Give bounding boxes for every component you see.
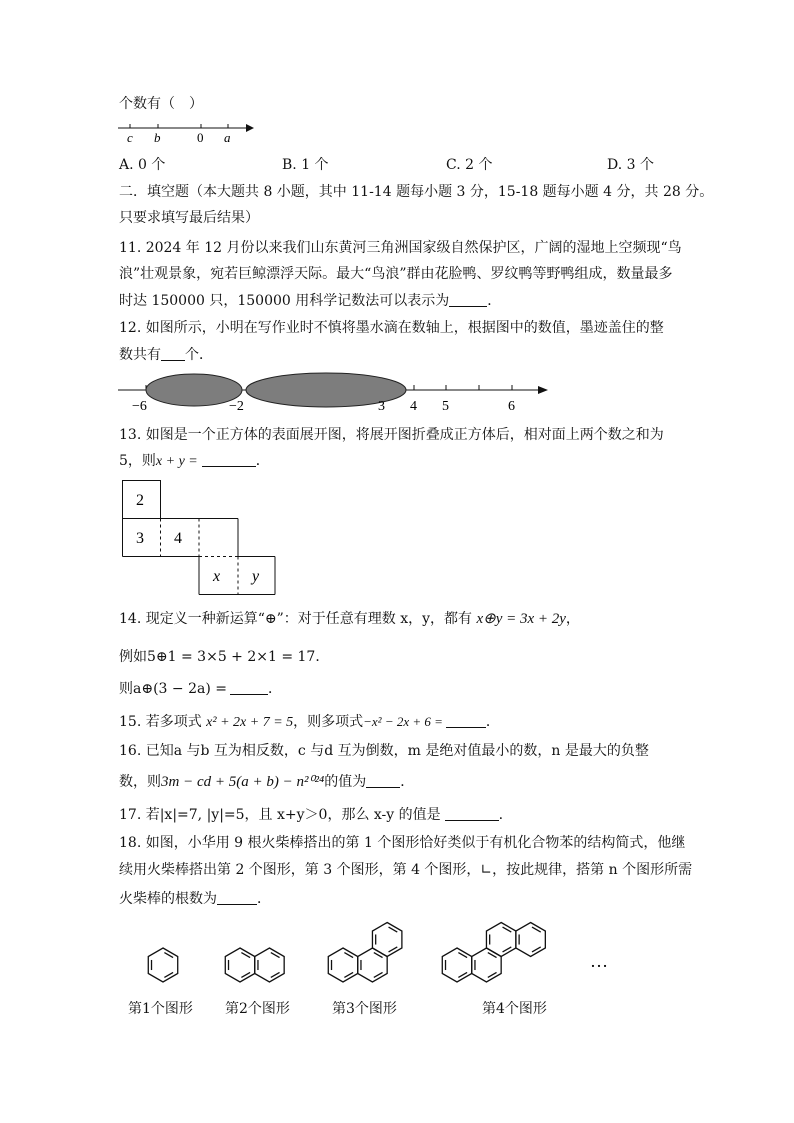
q15-answer-blank[interactable] bbox=[446, 713, 486, 728]
q18-line1: 18. 如图，小华用 9 根火柴棒搭出的第 1 个图形恰好类似于有机化合物苯的结构简式，他继 bbox=[119, 835, 686, 851]
q18-line3: 火柴棒的根数为 ． bbox=[119, 891, 271, 907]
q18-ellipsis: … bbox=[590, 951, 608, 971]
q12-line1: 12. 如图所示，小明在写作业时不慎将墨水滴在数轴上，根据图中的数值，墨迹盖住的整 bbox=[119, 320, 664, 336]
q18-fig4-ring-3 bbox=[486, 923, 515, 957]
q13-cell-y: y bbox=[252, 568, 260, 585]
q11-line1: 11. 2024 年 12 月份以来我们山东黄河三角洲国家级自然保护区，广阔的湿地上空频现“鸟 bbox=[119, 240, 682, 256]
q11-line2: 浪”壮观景象，宛若巨鲸漂浮天际。最大“鸟浪”群由花脸鸭、罗纹鸭等野鸭组成，数量最多 bbox=[119, 266, 673, 282]
q12-line2b: 个． bbox=[185, 347, 213, 363]
q16-line1: 16. 已知a 与b 互为相反数，c 与d 互为倒数，m 是绝对值最小的数，n 是最大的负整 bbox=[119, 743, 649, 759]
q14-line3: 则a⊕(3 − 2a) = ． bbox=[119, 681, 282, 697]
q18-fig1-ring bbox=[148, 948, 177, 982]
q18-answer-blank[interactable] bbox=[217, 890, 257, 905]
q17-answer-blank[interactable] bbox=[445, 806, 499, 821]
q10-label-b: b bbox=[154, 130, 161, 145]
q18-caption-4: 第4个图形 bbox=[482, 1001, 547, 1017]
q10-option-a[interactable]: A. 0 个 bbox=[119, 157, 166, 173]
q16-line2: 数，则3m − cd + 5(a + b) − n²⁰²⁴的值为 ． bbox=[119, 774, 415, 790]
q15-expr2: −x² − 2x + 6 = bbox=[363, 714, 443, 729]
q18-fig2-ring-2 bbox=[255, 948, 284, 982]
q14-answer-blank[interactable] bbox=[230, 680, 268, 695]
q18-fig4-ring-1 bbox=[442, 948, 471, 982]
q10-option-c[interactable]: C. 2 个 bbox=[446, 157, 493, 173]
q14-line1: 14. 现定义一种新运算“⊕”：对于任意有理数 x，y，都有 x⊕y = 3x + 2y， bbox=[119, 611, 580, 627]
q12-label-5: 5 bbox=[442, 399, 449, 414]
q14-line3-text: 则a⊕(3 − 2a) = bbox=[119, 681, 227, 697]
q13-expr: x + y = bbox=[155, 454, 198, 469]
q12-ink-blot-left bbox=[146, 374, 242, 406]
q10-label-c: c bbox=[127, 130, 133, 145]
q10-option-b[interactable]: B. 1 个 bbox=[282, 157, 329, 173]
q13-cell-3: 3 bbox=[136, 530, 144, 547]
q18-fig4-ring-4 bbox=[516, 923, 545, 957]
q18-line3-text: 火柴棒的根数为 bbox=[119, 891, 217, 907]
q17-text: 17. 若|x|=7, |y|=5，且 x+y＞0，那么 x-y 的值是 bbox=[119, 807, 441, 823]
q15-text-a: 15. 若多项式 bbox=[119, 714, 202, 730]
section2-line2: 只要求填写最后结果） bbox=[119, 210, 259, 226]
q10-label-a: a bbox=[224, 130, 231, 145]
q18-line2: 续用火柴棒搭出第 2 个图形，第 3 个图形，第 4 个图形，∟，按此规律，搭第 n 个图形所需 bbox=[119, 862, 693, 878]
q12-label-6: 6 bbox=[508, 399, 515, 414]
q16-expr: 3m − cd + 5(a + b) − n²⁰²⁴ bbox=[161, 774, 325, 790]
q13-line1: 13. 如图是一个正方体的表面展开图，将展开图折叠成正方体后，相对面上两个数之和为 bbox=[119, 427, 664, 443]
q18-caption-2: 第2个图形 bbox=[225, 1001, 290, 1017]
q13-line2: 5，则x + y = ． bbox=[119, 453, 270, 469]
q18-figures bbox=[110, 905, 670, 1005]
q12-answer-blank[interactable] bbox=[161, 346, 185, 361]
q12-label-3: 3 bbox=[378, 399, 385, 414]
q18-fig3-ring-1 bbox=[328, 948, 357, 982]
q18-caption-3: 第3个图形 bbox=[332, 1001, 397, 1017]
q15-text-b: ，则多项式 bbox=[293, 714, 364, 730]
q10-number-line bbox=[118, 118, 258, 148]
q16-line2a: 数，则 bbox=[119, 774, 161, 790]
q11-answer-blank[interactable] bbox=[449, 292, 487, 307]
q12-line2a: 数共有 bbox=[119, 347, 161, 363]
q18-fig2-ring-1 bbox=[225, 948, 254, 982]
q12-line2 bbox=[119, 346, 213, 364]
q15-line: 15. 若多项式 x² + 2x + 7 = 5，则多项式−x² − 2x + 6 = ． bbox=[119, 714, 500, 730]
q12-label-neg2: −2 bbox=[229, 399, 244, 414]
section2-line1: 二．填空题（本大题共 8 小题，其中 11-14 题每小题 3 分，15-18 题每小题 4 分，共 28 分。 bbox=[119, 184, 714, 200]
q16-line2b: 的值为 bbox=[324, 774, 367, 790]
q16-answer-blank[interactable] bbox=[366, 773, 400, 788]
q11-line3-text: 时达 150000 只，150000 用科学记数法可以表示为 bbox=[119, 293, 450, 309]
q10-tail: 个数有（ ） bbox=[119, 96, 203, 112]
q18-fig3-ring-3 bbox=[372, 923, 401, 957]
q13-line2a: 5，则 bbox=[119, 453, 156, 469]
q17-line: 17. 若|x|=7, |y|=5，且 x+y＞0，那么 x-y 的值是 . bbox=[119, 807, 504, 823]
q10-option-d[interactable]: D. 3 个 bbox=[607, 157, 654, 173]
q14-line2: 例如5⊕1 = 3×5 + 2×1 = 17． bbox=[119, 649, 330, 665]
q13-cell-x: x bbox=[213, 568, 221, 585]
q14-definition: x⊕y = 3x + 2y bbox=[476, 611, 566, 627]
q18-caption-1: 第1个图形 bbox=[128, 1001, 193, 1017]
q13-cell-2: 2 bbox=[136, 492, 144, 509]
q15-expr1: x² + 2x + 7 = 5 bbox=[206, 715, 294, 730]
q12-label-4: 4 bbox=[410, 399, 417, 414]
q12-number-line bbox=[118, 372, 558, 414]
q13-cell-4: 4 bbox=[174, 530, 182, 547]
q11-line3: 时达 150000 只，150000 用科学记数法可以表示为 ． bbox=[119, 293, 502, 309]
q13-cube-net bbox=[122, 480, 282, 600]
q12-label-neg6: −6 bbox=[132, 399, 147, 414]
q18-fig3-ring-2 bbox=[358, 948, 387, 982]
q10-label-0: 0 bbox=[197, 130, 204, 145]
q14-line1a: 14. 现定义一种新运算“⊕”：对于任意有理数 x，y，都有 bbox=[119, 611, 473, 627]
q18-fig4-ring-2 bbox=[472, 948, 501, 982]
q13-answer-blank[interactable] bbox=[202, 452, 256, 467]
